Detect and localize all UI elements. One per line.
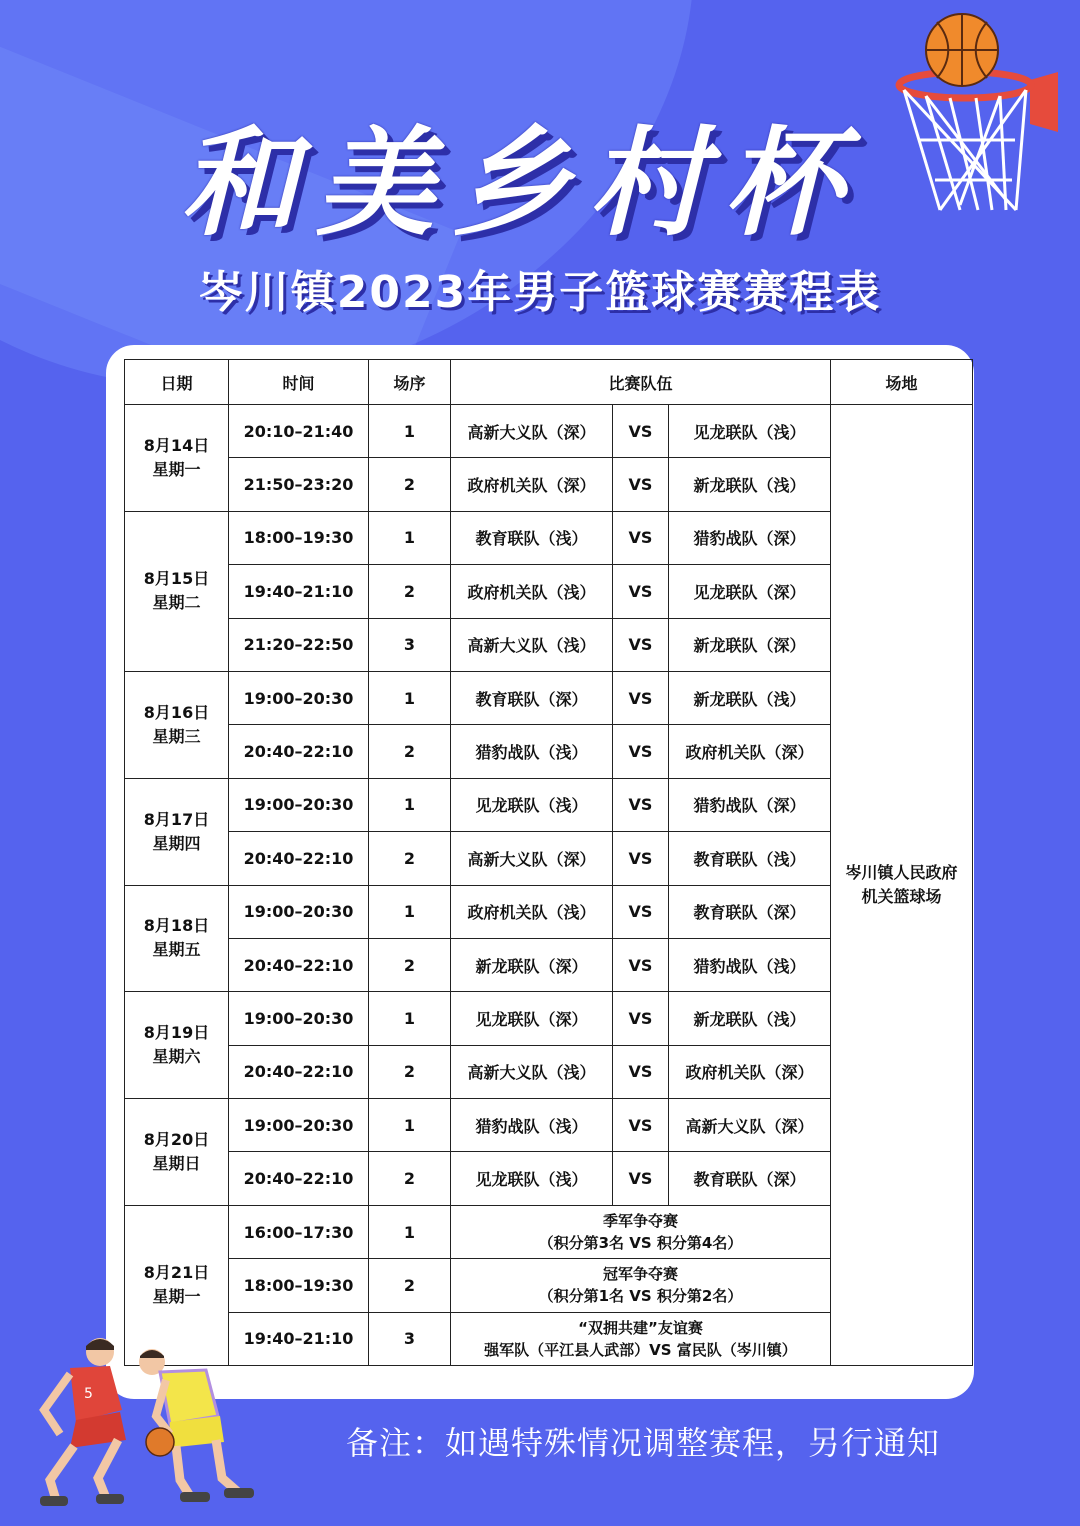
weekday-label: 星期二 xyxy=(152,593,201,613)
home-team-cell: 高新大义队（深） xyxy=(451,405,613,458)
order-cell: 2 xyxy=(369,1045,451,1098)
weekday-label: 星期四 xyxy=(152,833,201,853)
match-title: “双拥共建”友谊赛 xyxy=(578,1318,703,1337)
order-cell: 1 xyxy=(369,885,451,938)
away-team-cell: 高新大义队（深） xyxy=(669,1099,831,1152)
away-team-cell: 猎豹战队（浅） xyxy=(669,938,831,991)
vs-cell: VS xyxy=(613,992,669,1045)
schedule-table xyxy=(124,359,973,1366)
vs-cell: VS xyxy=(613,1099,669,1152)
vs-cell: VS xyxy=(613,778,669,831)
order-cell: 1 xyxy=(369,1099,451,1152)
time-cell: 19:00–20:30 xyxy=(229,1099,369,1152)
time-cell: 19:00–20:30 xyxy=(229,778,369,831)
away-team-cell: 新龙联队（浅） xyxy=(669,458,831,511)
date-label: 8月21日 xyxy=(143,1263,210,1283)
order-cell: 2 xyxy=(369,832,451,885)
order-cell: 2 xyxy=(369,725,451,778)
final-match-cell xyxy=(451,1259,831,1312)
header-order: 场序 xyxy=(369,360,451,405)
time-cell: 20:40–22:10 xyxy=(229,1045,369,1098)
order-cell: 2 xyxy=(369,1259,451,1312)
poster-subtitle: 岑川镇2023年男子篮球赛赛程表 xyxy=(198,267,882,318)
table-header-row xyxy=(125,360,973,405)
vs-cell: VS xyxy=(613,405,669,458)
weekday-label: 星期一 xyxy=(152,459,201,479)
players-illustration xyxy=(10,1330,260,1520)
time-cell: 19:00–20:30 xyxy=(229,992,369,1045)
vs-cell: VS xyxy=(613,565,669,618)
time-cell: 21:20–22:50 xyxy=(229,618,369,671)
venue-line: 机关篮球场 xyxy=(861,887,942,907)
final-match-cell xyxy=(451,1205,831,1258)
weekday-label: 星期六 xyxy=(152,1047,201,1067)
venue-cell xyxy=(831,405,973,1366)
date-cell xyxy=(125,511,229,671)
header-date: 日期 xyxy=(125,360,229,405)
vs-cell: VS xyxy=(613,885,669,938)
footnote: 备注：如遇特殊情况调整赛程，另行通知 xyxy=(346,1424,941,1462)
away-team-cell: 新龙联队（浅） xyxy=(669,671,831,724)
order-cell: 2 xyxy=(369,938,451,991)
time-cell: 20:40–22:10 xyxy=(229,938,369,991)
header-teams: 比赛队伍 xyxy=(451,360,831,405)
date-label: 8月16日 xyxy=(143,702,210,722)
weekday-label: 星期一 xyxy=(152,1287,201,1307)
away-team-cell: 新龙联队（深） xyxy=(669,618,831,671)
date-cell xyxy=(125,885,229,992)
time-cell: 20:40–22:10 xyxy=(229,1152,369,1205)
away-team-cell: 见龙联队（浅） xyxy=(669,405,831,458)
header-venue: 场地 xyxy=(831,360,973,405)
date-label: 8月15日 xyxy=(143,569,210,589)
home-team-cell: 猎豹战队（浅） xyxy=(451,1099,613,1152)
home-team-cell: 政府机关队（浅） xyxy=(451,885,613,938)
order-cell: 1 xyxy=(369,671,451,724)
vs-cell: VS xyxy=(613,938,669,991)
svg-text:5: 5 xyxy=(84,1386,93,1402)
home-team-cell: 政府机关队（浅） xyxy=(451,565,613,618)
home-team-cell: 政府机关队（深） xyxy=(451,458,613,511)
vs-cell: VS xyxy=(613,671,669,724)
date-label: 8月19日 xyxy=(143,1023,210,1043)
date-cell xyxy=(125,671,229,778)
time-cell: 18:00–19:30 xyxy=(229,511,369,564)
date-label: 8月14日 xyxy=(143,435,210,455)
home-team-cell: 见龙联队（深） xyxy=(451,992,613,1045)
order-cell: 1 xyxy=(369,511,451,564)
time-cell: 19:00–20:30 xyxy=(229,671,369,724)
date-label: 8月18日 xyxy=(143,916,210,936)
time-cell: 20:40–22:10 xyxy=(229,832,369,885)
vs-cell: VS xyxy=(613,511,669,564)
date-cell xyxy=(125,405,229,512)
match-detail: （积分第3名 VS 积分第4名） xyxy=(538,1234,743,1253)
away-team-cell: 政府机关队（深） xyxy=(669,1045,831,1098)
away-team-cell: 新龙联队（浅） xyxy=(669,992,831,1045)
order-cell: 3 xyxy=(369,618,451,671)
time-cell: 21:50–23:20 xyxy=(229,458,369,511)
time-cell: 18:00–19:30 xyxy=(229,1259,369,1312)
table-body xyxy=(125,405,973,1366)
table-row xyxy=(125,405,973,458)
time-cell: 19:00–20:30 xyxy=(229,885,369,938)
date-cell xyxy=(125,992,229,1099)
vs-cell: VS xyxy=(613,618,669,671)
home-team-cell: 高新大义队（深） xyxy=(451,832,613,885)
away-team-cell: 教育联队（深） xyxy=(669,1152,831,1205)
away-team-cell: 见龙联队（深） xyxy=(669,565,831,618)
order-cell: 2 xyxy=(369,565,451,618)
weekday-label: 星期五 xyxy=(152,940,201,960)
away-team-cell: 政府机关队（深） xyxy=(669,725,831,778)
order-cell: 2 xyxy=(369,1152,451,1205)
order-cell: 1 xyxy=(369,405,451,458)
order-cell: 1 xyxy=(369,992,451,1045)
away-team-cell: 教育联队（深） xyxy=(669,885,831,938)
match-title: 冠军争夺赛 xyxy=(602,1265,678,1284)
vs-cell: VS xyxy=(613,832,669,885)
basketball-icon xyxy=(922,10,1002,90)
away-team-cell: 猎豹战队（深） xyxy=(669,778,831,831)
home-team-cell: 高新大义队（浅） xyxy=(451,1045,613,1098)
time-cell: 19:40–21:10 xyxy=(229,565,369,618)
time-cell: 20:40–22:10 xyxy=(229,725,369,778)
venue-line: 岑川镇人民政府 xyxy=(845,863,958,883)
weekday-label: 星期日 xyxy=(152,1153,201,1173)
order-cell: 2 xyxy=(369,458,451,511)
final-match-cell xyxy=(451,1312,831,1365)
order-cell: 1 xyxy=(369,1205,451,1258)
home-team-cell: 见龙联队（浅） xyxy=(451,778,613,831)
home-team-cell: 高新大义队（浅） xyxy=(451,618,613,671)
date-cell xyxy=(125,778,229,885)
order-cell: 3 xyxy=(369,1312,451,1365)
away-team-cell: 教育联队（浅） xyxy=(669,832,831,885)
match-detail: （积分第1名 VS 积分第2名） xyxy=(538,1287,743,1306)
weekday-label: 星期三 xyxy=(152,726,201,746)
vs-cell: VS xyxy=(613,458,669,511)
home-team-cell: 教育联队（浅） xyxy=(451,511,613,564)
vs-cell: VS xyxy=(613,1152,669,1205)
date-cell xyxy=(125,1099,229,1206)
vs-cell: VS xyxy=(613,1045,669,1098)
home-team-cell: 新龙联队（深） xyxy=(451,938,613,991)
poster-title: 和美乡村杯 xyxy=(179,114,860,252)
time-cell: 20:10–21:40 xyxy=(229,405,369,458)
match-detail: 强军队（平江县人武部）VS 富民队（岑川镇） xyxy=(484,1340,797,1359)
match-title: 季军争夺赛 xyxy=(602,1212,678,1231)
away-team-cell: 猎豹战队（深） xyxy=(669,511,831,564)
home-team-cell: 见龙联队（浅） xyxy=(451,1152,613,1205)
home-team-cell: 教育联队（深） xyxy=(451,671,613,724)
date-label: 8月20日 xyxy=(143,1129,210,1149)
header-time: 时间 xyxy=(229,360,369,405)
home-team-cell: 猎豹战队（浅） xyxy=(451,725,613,778)
date-label: 8月17日 xyxy=(143,809,210,829)
time-cell: 16:00–17:30 xyxy=(229,1205,369,1258)
time-cell: 19:40–21:10 xyxy=(229,1312,369,1365)
order-cell: 1 xyxy=(369,778,451,831)
vs-cell: VS xyxy=(613,725,669,778)
